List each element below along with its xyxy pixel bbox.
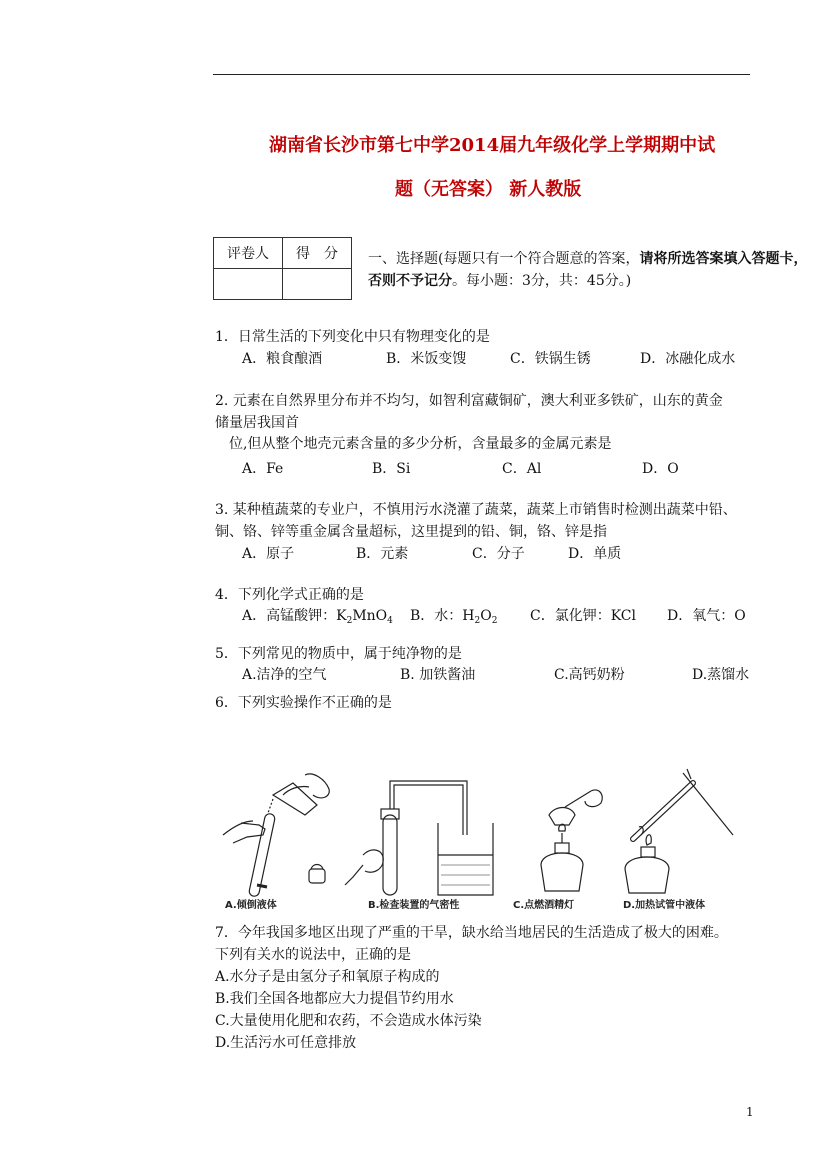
q5-option-a: A.洁净的空气 — [242, 667, 327, 683]
q3-stem-line2: 铜、铬、锌等重金属含量超标，这里提到的铅、铜，铬、锌是指 — [215, 524, 607, 540]
q3-option-b: B．元素 — [356, 546, 409, 562]
q1-option-d: D．冰融化成水 — [640, 351, 736, 367]
q7-option-b: B.我们全国各地都应大力提倡节约用水 — [215, 991, 454, 1007]
section-instructions-line1: 一、选择题(每题只有一个符合题意的答案，请将所选答案填入答题卡， — [368, 251, 808, 267]
q4-option-c: C．氯化钾：KCl — [530, 608, 636, 624]
q2-option-d: D．O — [642, 461, 679, 477]
page-number: 1 — [746, 1105, 754, 1119]
q6-caption-c: C.点燃酒精灯 — [513, 900, 575, 911]
q2-stem-line2: 储量居我国首 — [215, 415, 299, 431]
q3-option-a: A．原子 — [242, 546, 295, 562]
q1-option-a: A．粮食酿酒 — [242, 351, 323, 367]
pouring-liquid-illustration — [223, 774, 329, 897]
airtightness-check-illustration — [345, 781, 493, 895]
section-instructions-line2: 否则不予记分。每小题：3分，共：45分。) — [368, 273, 632, 289]
score-table — [213, 237, 352, 300]
lighting-alcohol-lamp-illustration — [541, 790, 602, 891]
q4-stem: 4．下列化学式正确的是 — [215, 587, 364, 603]
score-table-score-cell — [283, 269, 352, 300]
q5-option-c: C.高钙奶粉 — [554, 667, 625, 683]
heating-test-tube-illustration — [625, 769, 733, 893]
header-rule — [213, 74, 750, 75]
document-title-line1: 湖南省长沙市第七中学2014届九年级化学上学期期中试 — [269, 135, 716, 156]
q3-option-d: D．单质 — [568, 546, 622, 562]
score-table-grader-cell — [214, 269, 283, 300]
lab-operations-figure — [213, 765, 751, 915]
document-title-line2: 题（无答案） 新人教版 — [395, 179, 582, 200]
q6-caption-b: B.检查装置的气密性 — [368, 900, 460, 911]
q1-stem: 1．日常生活的下列变化中只有物理变化的是 — [215, 329, 490, 345]
q3-option-c: C．分子 — [472, 546, 525, 562]
q7-option-a: A.水分子是由氢分子和氧原子构成的 — [215, 969, 440, 985]
q3-stem-line1: 3. 某种植蔬菜的专业户，不慎用污水浇灌了蔬菜，蔬菜上市销售时检测出蔬菜中铅、 — [215, 502, 737, 518]
q1-option-b: B．米饭变馊 — [386, 351, 467, 367]
q2-option-a: A．Fe — [242, 461, 284, 477]
q5-option-d: D.蒸馏水 — [692, 667, 750, 683]
q1-option-c: C．铁锅生锈 — [510, 351, 591, 367]
q2-option-c: C．Al — [502, 461, 542, 477]
score-table-score-header: 得 分 — [283, 238, 352, 269]
q6-stem: 6．下列实验操作不正确的是 — [215, 695, 392, 711]
q5-option-b: B. 加铁酱油 — [400, 667, 476, 683]
q5-stem: 5．下列常见的物质中，属于纯净物的是 — [215, 646, 462, 662]
q7-option-c: C.大量使用化肥和农药，不会造成水体污染 — [215, 1013, 482, 1029]
q7-option-d: D.生活污水可任意排放 — [215, 1035, 357, 1051]
q6-caption-a: A.倾倒液体 — [225, 900, 277, 911]
q6-caption-d: D.加热试管中液体 — [623, 900, 706, 911]
q2-option-b: B．Si — [372, 461, 411, 477]
q7-stem-line2: 下列有关水的说法中，正确的是 — [215, 947, 411, 963]
q4-option-d: D．氧气：O — [667, 608, 746, 624]
q4-option-a: A．高锰酸钾：$K_2MnO_4$ — [242, 608, 393, 626]
q2-stem-line3: 位,但从整个地壳元素含量的多少分析，含量最多的金属元素是 — [229, 436, 612, 452]
q7-stem-line1: 7．今年我国多地区出现了严重的干旱，缺水给当地居民的生活造成了极大的困难。 — [215, 925, 728, 941]
q4-option-b: B．水：$H_2O_2$ — [410, 608, 498, 626]
q2-stem-line1: 2. 元素在自然界里分布并不均匀，如智利富藏铜矿，澳大利亚多铁矿，山东的黄金 — [215, 393, 723, 409]
score-table-grader-header: 评卷人 — [214, 238, 283, 269]
